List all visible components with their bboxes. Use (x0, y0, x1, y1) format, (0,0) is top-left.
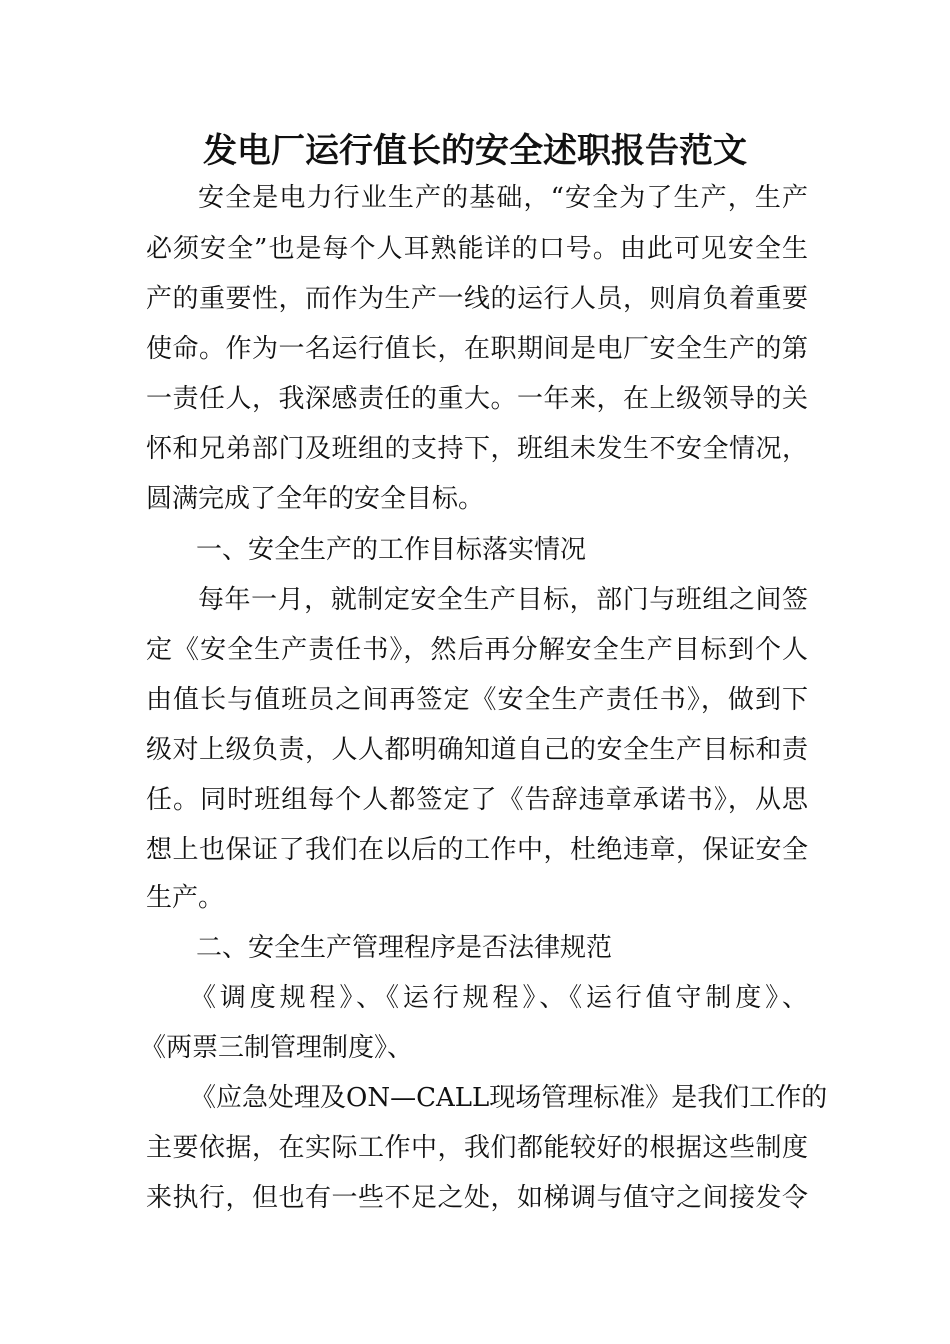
paragraph-line: 生产。 (146, 883, 225, 913)
paragraph-line: 每年一月，就制定安全生产目标，部门与班组之间签 (198, 585, 808, 615)
paragraph-line: 怀和兄弟部门及班组的支持下，班组未发生不安全情况， (146, 434, 808, 464)
paragraph-line: 使命。作为一名运行值长，在职期间是电厂安全生产的第 (146, 334, 808, 364)
paragraph-line: 必须安全”也是每个人耳熟能详的口号。由此可见安全生 (146, 234, 808, 264)
paragraph-line: 一责任人，我深感责任的重大。一年来，在上级领导的关 (146, 384, 808, 414)
paragraph-line: 主要依据，在实际工作中，我们都能较好的根据这些制度 (146, 1133, 808, 1163)
section-heading: 二、安全生产管理程序是否法律规范 (196, 933, 613, 963)
paragraph-line: 《应急处理及ON—CALL现场管理标准》是我们工作的 (190, 1083, 828, 1113)
paragraph-line: 任。同时班组每个人都签定了《告辞违章承诺书》，从思 (146, 785, 808, 815)
paragraph-line: 定《安全生产责任书》，然后再分解安全生产目标到个人 (146, 635, 808, 665)
paragraph-line: 级对上级负责，人人都明确知道自己的安全生产目标和责 (146, 735, 808, 765)
paragraph-line: 想上也保证了我们在以后的工作中，杜绝违章，保证安全 (146, 835, 808, 865)
paragraph-line: 《两票三制管理制度》、 (140, 1033, 414, 1063)
document-title: 发电厂运行值长的安全述职报告范文 (203, 131, 747, 171)
paragraph-line: 《调度规程》、《运行规程》、《运行值守制度》、 (190, 983, 808, 1013)
paragraph-line: 圆满完成了全年的安全目标。 (146, 484, 485, 514)
paragraph-line: 由值长与值班员之间再签定《安全生产责任书》，做到下 (146, 685, 808, 715)
paragraph-line: 产的重要性，而作为生产一线的运行人员，则肩负着重要 (146, 284, 808, 314)
section-heading: 一、安全生产的工作目标落实情况 (196, 535, 587, 565)
paragraph-line: 安全是电力行业生产的基础，“安全为了生产，生产 (198, 183, 808, 213)
paragraph-line: 来执行，但也有一些不足之处，如梯调与值守之间接发令 (146, 1183, 808, 1213)
